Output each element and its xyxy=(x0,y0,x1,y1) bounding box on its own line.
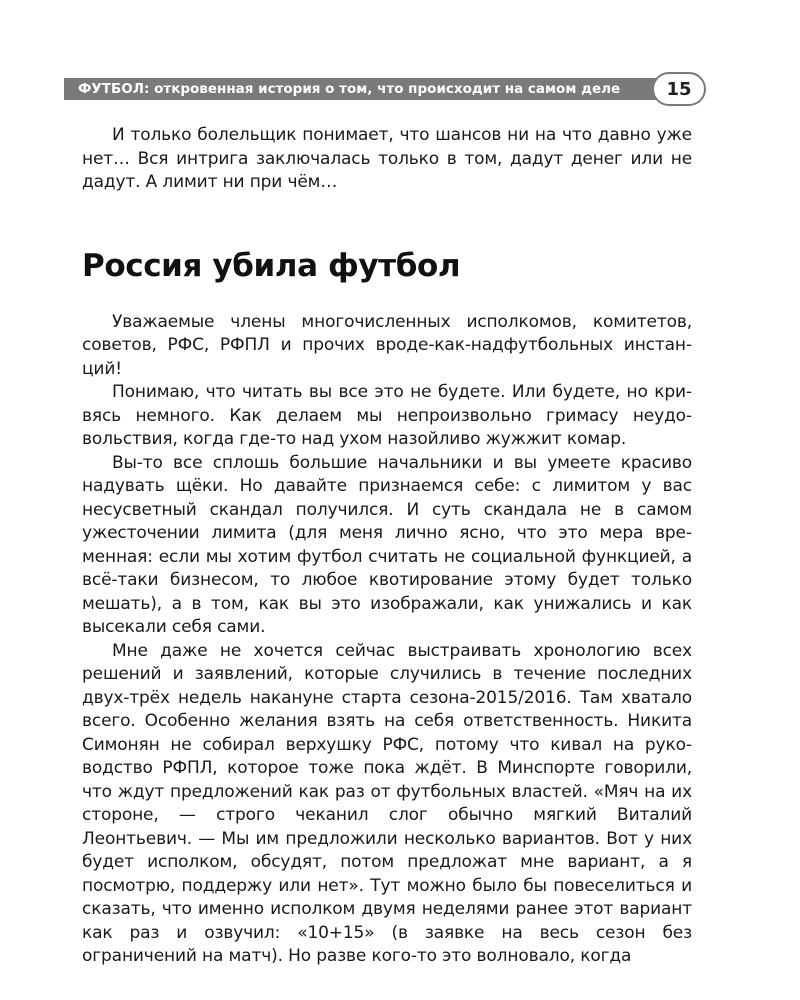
running-header-subtitle: откровенная история о том, что происходит на самом деле xyxy=(149,81,621,97)
section-title: Россия убила футбол xyxy=(82,247,461,284)
section-paragraph: Уважаемые члены многочисленных исполкомов, комитетов, советов, РФС, РФПЛ и прочих вроде-как-надфутбольных инстанций! xyxy=(82,311,692,379)
intro-paragraph: И только болельщик понимает, что шансов ни на что давно уже нет… Вся интрига заключалась только в том, дадут денег или не дадут. А лимит ни при чём… xyxy=(82,125,692,192)
section-paragraph: Понимаю, что читать вы все это не будете. Или будете, но кривясь немного. Как делаем мы непроизвольно гримасу неудовольствия, когда где-то над ухом назойливо жужжит комар. xyxy=(82,382,692,449)
section-paragraph: Вы-то все сплошь большие начальники и вы умеете красиво надувать щёки. Но давайте признаемся себе: с лимитом у вас несусветный скандал получился. И суть скандала не в самом ужесточении лимита (для меня лично ясно, что это мера временная: если мы хотим футбол считать не социальной функцией, а всё-таки бизнесом, то любое квотирование этому будет только мешать), а в том, как вы это изображали, как унижались и как высекали себя сами. xyxy=(82,452,692,637)
page-body xyxy=(82,124,692,969)
running-header xyxy=(64,78,680,100)
page-number-badge xyxy=(652,72,706,106)
page-number: 15 xyxy=(666,78,692,100)
running-header-book-title: ФУТБОЛ: xyxy=(78,81,150,97)
section-paragraph: Мне даже не хочется сейчас выстраивать хронологию всех решений и заявлений, которые случились в течение последних двух-трёх недель накануне старта сезона-2015/2016. Там хватало всего. Особенно желания взять на себя ответственность. Никита Симонян не собирал верхушку РФС, потому что кивал на руководство РФПЛ, которое тоже пока ждёт. В Минспорте говорили, что ждут предложений как раз от футбольных властей. «Мяч на их стороне, — строго чеканил слог обычно мягкий Виталий Леонтьевич. — Мы им предложили несколько вариантов. Вот у них будет исполком, обсудят, потом предложат мне вариант, а я посмотрю, поддержу или нет». Тут можно было бы повеселиться и сказать, что именно исполком двумя неделями ранее этот вариант как раз и озвучил: «10+15» (в заявке на весь сезон без ограничений на матч). Но разве кого-то это волновало, когда xyxy=(82,640,692,966)
